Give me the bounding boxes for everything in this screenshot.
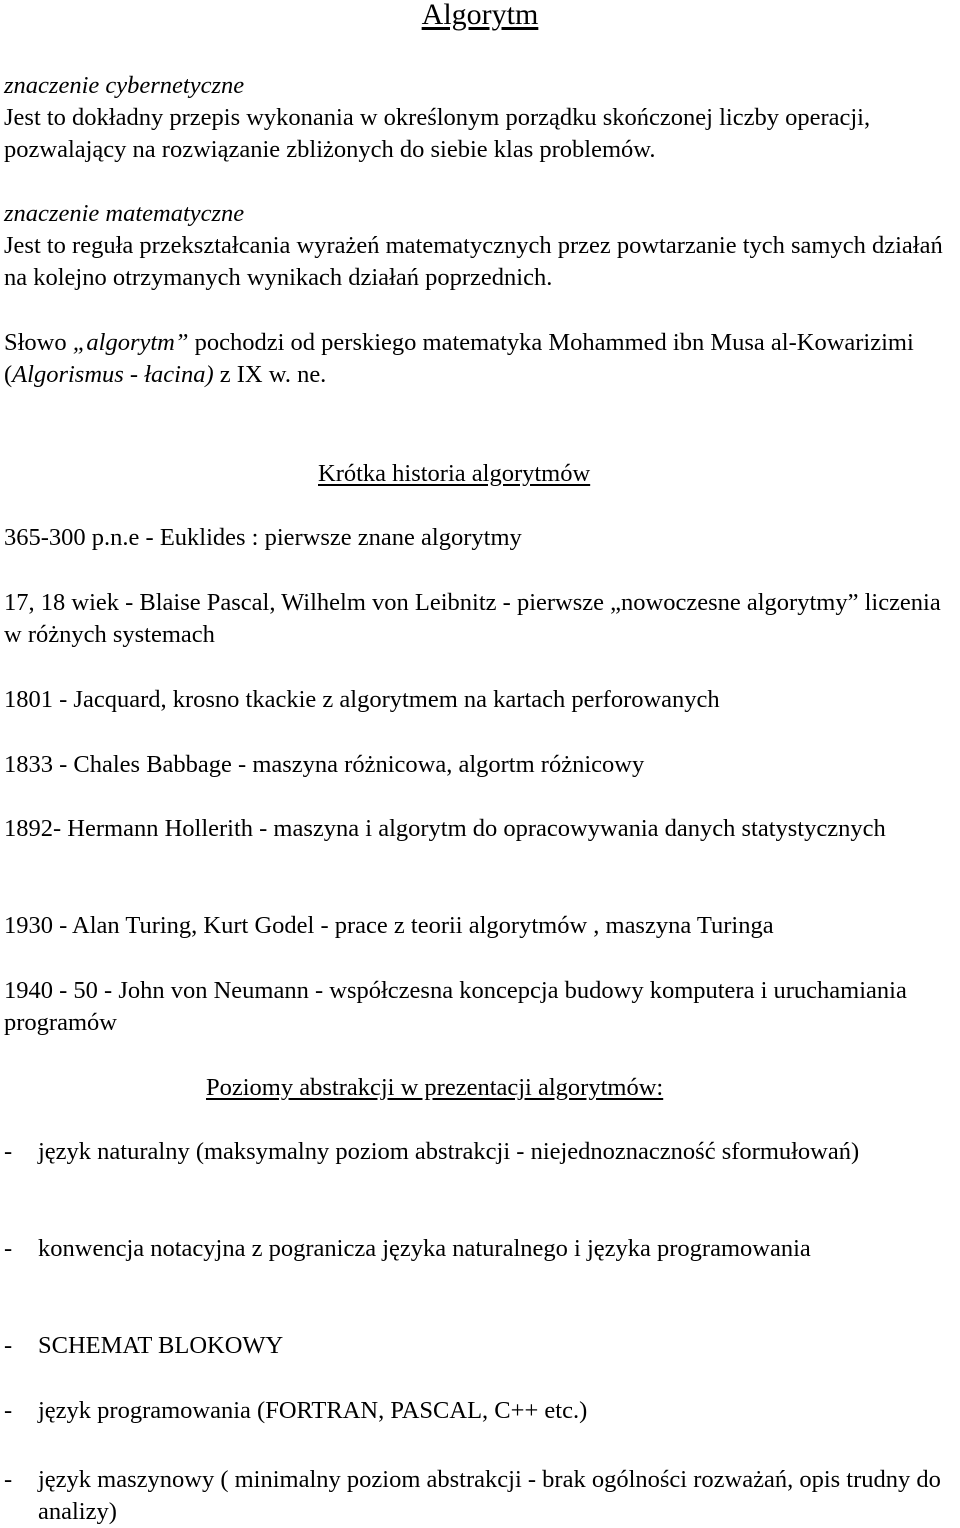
origin-text-1: Słowo <box>4 329 73 356</box>
list-item-text: język naturalny (maksymalny poziom abstrakcji - niejednoznaczność sformułowań) <box>38 1138 860 1165</box>
origin-text-2: pochodzi od perskiego matematyka Mohammed ibn Musa al-Kowarizimi ( <box>4 329 914 388</box>
origin-text-3: z IX w. ne. <box>213 361 327 388</box>
levels-list-item <box>4 1233 956 1265</box>
levels-heading: Poziomy abstrakcji w prezentacji algorytmów: <box>206 1074 664 1101</box>
origin-latin: Algorismus - łacina) <box>12 361 214 388</box>
history-heading: Krótka historia algorytmów <box>318 460 591 487</box>
section-cybernetic <box>4 70 956 166</box>
history-item: 365-300 p.n.e - Euklides : pierwsze znane algorytmy <box>4 524 522 551</box>
levels-list-item <box>4 1395 956 1427</box>
history-item: 17, 18 wiek - Blaise Pascal, Wilhelm von Leibnitz - pierwsze „nowoczesne algorytmy” liczenia w różnych systemach <box>4 589 941 648</box>
history-item: 1930 - Alan Turing, Kurt Godel - prace z teorii algorytmów , maszyna Turinga <box>4 912 774 939</box>
list-dash: - <box>4 1332 13 1359</box>
list-dash: - <box>4 1397 13 1424</box>
section-mathematical <box>4 198 956 294</box>
list-item-text: SCHEMAT BLOKOWY <box>38 1332 284 1359</box>
section-label-mathematical: znaczenie matematyczne <box>4 200 245 227</box>
list-dash: - <box>4 1235 13 1262</box>
section-text-cybernetic: Jest to dokładny przepis wykonania w określonym porządku skończonej liczby operacji, pozwalający na rozwiązanie zbliżonych do siebie klas problemów. <box>4 104 871 163</box>
list-dash: - <box>4 1138 13 1165</box>
levels-list-item <box>4 1464 956 1528</box>
levels-list-item <box>4 1330 956 1362</box>
list-item-text: język maszynowy ( minimalny poziom abstrakcji - brak ogólności rozważań, opis trudny do analizy) <box>38 1466 941 1525</box>
section-label-cybernetic: znaczenie cybernetyczne <box>4 72 245 99</box>
section-text-mathematical: Jest to reguła przekształcania wyrażeń matematycznych przez powtarzanie tych samych działań na kolejno otrzymanych wynikach działań poprzednich. <box>4 232 943 291</box>
document-page <box>4 0 956 1525</box>
list-item-text: język programowania (FORTRAN, PASCAL, C++ etc.) <box>38 1397 588 1424</box>
history-item: 1892- Hermann Hollerith - maszyna i algorytm do opracowywania danych statystycznych <box>4 815 886 842</box>
origin-word: „algorytm” <box>72 329 189 356</box>
levels-list-item <box>4 1136 956 1168</box>
history-item: 1801 - Jacquard, krosno tkackie z algorytmem na kartach perforowanych <box>4 686 720 713</box>
page-title: Algorytm <box>421 0 539 31</box>
list-dash: - <box>4 1466 13 1493</box>
list-item-text: konwencja notacyjna z pogranicza języka naturalnego i języka programowania <box>38 1235 811 1262</box>
history-item: 1940 - 50 - John von Neumann - współczesna koncepcja budowy komputera i uruchamiania programów <box>4 977 907 1036</box>
section-origin <box>4 327 956 391</box>
history-item: 1833 - Chales Babbage - maszyna różnicowa, algortm różnicowy <box>4 751 645 778</box>
